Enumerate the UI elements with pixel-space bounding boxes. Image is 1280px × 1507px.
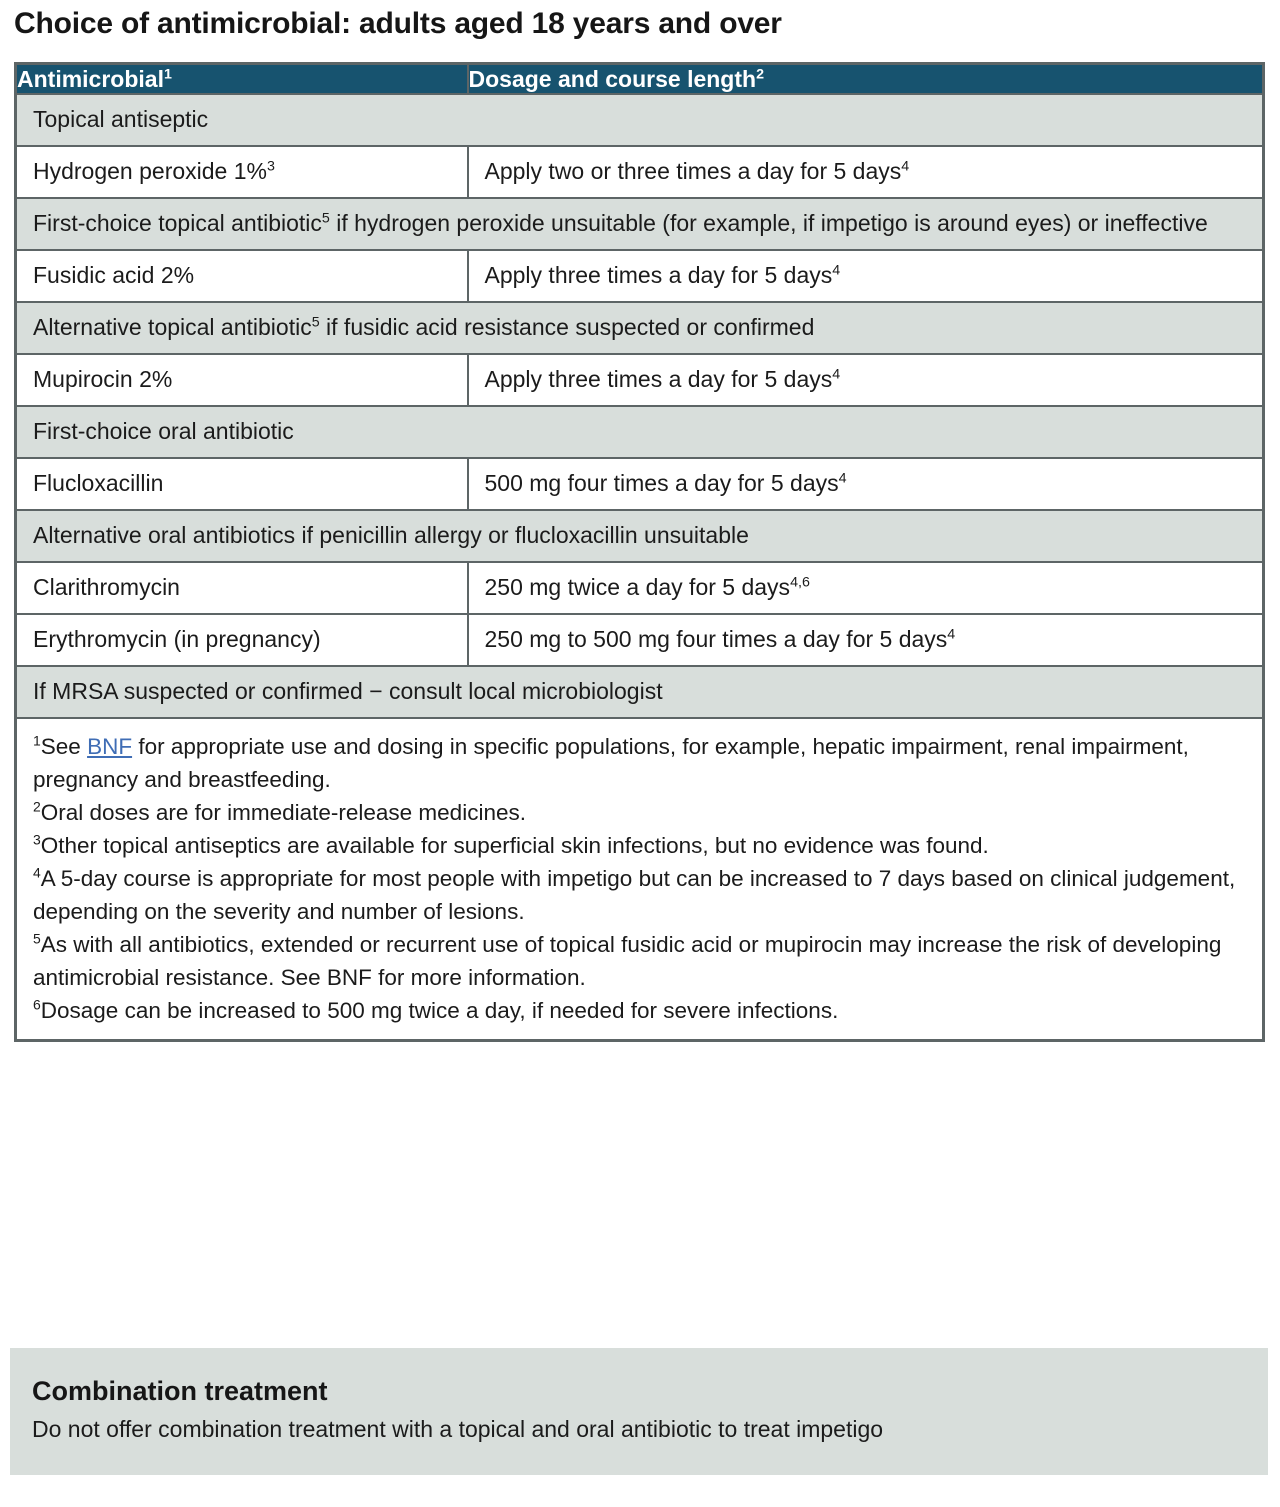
drug-name-erythromycin bbox=[16, 614, 468, 666]
dosage-superscript: 4 bbox=[832, 366, 841, 383]
footnote-5 bbox=[33, 928, 1246, 994]
drug-name-text: Erythromycin (in pregnancy) bbox=[33, 626, 321, 652]
dosage-hydrogen-peroxide bbox=[468, 146, 1264, 198]
dosage-superscript: 4 bbox=[832, 262, 841, 279]
table-body bbox=[16, 94, 1264, 1041]
footnotes-block bbox=[16, 718, 1264, 1041]
footnote-1-marker: 1 bbox=[33, 732, 41, 749]
table-header bbox=[16, 64, 1264, 95]
dosage-text: 250 mg to 500 mg four times a day for 5 days bbox=[484, 626, 948, 652]
drug-name-flucloxacillin bbox=[16, 458, 468, 510]
antimicrobial-choice-table bbox=[14, 62, 1265, 1042]
dosage-text: 500 mg four times a day for 5 days bbox=[484, 470, 839, 496]
dosage-text: Apply three times a day for 5 days bbox=[484, 262, 833, 288]
table-row bbox=[16, 302, 1264, 354]
column-header-antimicrobial-label: Antimicrobial bbox=[17, 66, 164, 92]
section-label-mrsa-note: If MRSA suspected or confirmed − consult local microbiologist bbox=[16, 666, 1264, 718]
dosage-text: Apply two or three times a day for 5 days bbox=[484, 158, 902, 184]
column-header-dosage-superscript: 2 bbox=[756, 66, 764, 83]
section-label-alternative-topical-antibiotic bbox=[16, 302, 1264, 354]
drug-name-text: Fusidic acid 2% bbox=[33, 262, 195, 288]
dosage-fusidic-acid bbox=[468, 250, 1264, 302]
dosage-text: 250 mg twice a day for 5 days bbox=[484, 574, 791, 600]
footnote-4 bbox=[33, 862, 1246, 928]
table-row bbox=[16, 146, 1264, 198]
table-header-row bbox=[16, 64, 1264, 95]
table-row bbox=[16, 198, 1264, 250]
footnote-3-marker: 3 bbox=[33, 831, 41, 848]
drug-name-fusidic-acid bbox=[16, 250, 468, 302]
footnote-2-marker: 2 bbox=[33, 798, 41, 815]
drug-name-text: Hydrogen peroxide 1% bbox=[33, 158, 267, 184]
table-row bbox=[16, 406, 1264, 458]
drug-name-superscript: 3 bbox=[266, 158, 275, 175]
combination-treatment-text: Do not offer combination treatment with a topical and oral antibiotic to treat impetigo bbox=[32, 1416, 884, 1442]
dosage-flucloxacillin bbox=[468, 458, 1264, 510]
footnote-6-text: Dosage can be increased to 500 mg twice a day, if needed for severe infections. bbox=[40, 998, 839, 1023]
dosage-text: Apply three times a day for 5 days bbox=[484, 366, 833, 392]
table-row bbox=[16, 94, 1264, 146]
dosage-mupirocin bbox=[468, 354, 1264, 406]
column-header-dosage-label: Dosage and course length bbox=[468, 66, 757, 92]
table-row bbox=[16, 250, 1264, 302]
combination-treatment-callout bbox=[10, 1348, 1268, 1475]
footnote-3-text: Other topical antiseptics are available for superficial skin infections, but no evidence was found. bbox=[40, 833, 989, 858]
dosage-clarithromycin bbox=[468, 562, 1264, 614]
combination-treatment-title: Combination treatment bbox=[32, 1376, 328, 1406]
footnote-1-text-b: for appropriate use and dosing in specific populations, for example, hepatic impairment, renal impairment, pregnancy and breastfeeding. bbox=[33, 734, 1189, 792]
dosage-superscript: 4 bbox=[947, 626, 956, 643]
footnote-6-marker: 6 bbox=[33, 996, 41, 1013]
footnote-2 bbox=[33, 796, 1246, 829]
section-label-first-choice-topical-antibiotic bbox=[16, 198, 1264, 250]
section-label-first-choice-oral-antibiotic: First-choice oral antibiotic bbox=[16, 406, 1264, 458]
footnote-6 bbox=[33, 994, 1246, 1027]
drug-name-clarithromycin bbox=[16, 562, 468, 614]
column-header-antimicrobial bbox=[16, 64, 468, 95]
footnote-1 bbox=[33, 730, 1246, 796]
dosage-superscript: 4,6 bbox=[790, 574, 810, 591]
bnf-link[interactable]: BNF bbox=[87, 734, 133, 759]
dosage-erythromycin bbox=[468, 614, 1264, 666]
footnote-4-text: A 5-day course is appropriate for most people with impetigo but can be increased to 7 days based on clinical judgement, depending on the severity and number of lesions. bbox=[33, 866, 1236, 924]
column-header-antimicrobial-superscript: 1 bbox=[163, 66, 172, 83]
table-row bbox=[16, 354, 1264, 406]
footnote-4-marker: 4 bbox=[33, 864, 41, 881]
footnote-2-text: Oral doses are for immediate-release medicines. bbox=[40, 800, 526, 825]
dosage-superscript: 4 bbox=[838, 470, 847, 487]
drug-name-text: Flucloxacillin bbox=[33, 470, 164, 496]
section-label-text-after: if hydrogen peroxide unsuitable (for example, if impetigo is around eyes) or ineffective bbox=[329, 210, 1208, 236]
footnote-1-text-a: See bbox=[40, 734, 88, 759]
section-label-alternative-oral-antibiotics: Alternative oral antibiotics if penicillin allergy or flucloxacillin unsuitable bbox=[16, 510, 1264, 562]
section-label-text-before: First-choice topical antibiotic bbox=[33, 210, 322, 236]
table-row bbox=[16, 510, 1264, 562]
section-label-text-after: if fusidic acid resistance suspected or confirmed bbox=[319, 314, 815, 340]
page-title: Choice of antimicrobial: adults aged 18 years and over bbox=[14, 7, 782, 40]
dosage-superscript: 4 bbox=[901, 158, 910, 175]
drug-name-text: Clarithromycin bbox=[33, 574, 180, 600]
drug-name-text: Mupirocin 2% bbox=[33, 366, 173, 392]
table-row bbox=[16, 562, 1264, 614]
footnote-5-marker: 5 bbox=[33, 930, 41, 947]
drug-name-mupirocin bbox=[16, 354, 468, 406]
table-row bbox=[16, 458, 1264, 510]
column-header-dosage bbox=[468, 64, 1264, 95]
table-row bbox=[16, 666, 1264, 718]
drug-name-hydrogen-peroxide bbox=[16, 146, 468, 198]
footnote-5-text: As with all antibiotics, extended or recurrent use of topical fusidic acid or mupirocin may increase the risk of developing antimicrobial resistance. See BNF for more information. bbox=[33, 932, 1222, 990]
section-label-superscript: 5 bbox=[321, 210, 330, 227]
section-label-text-before: Alternative topical antibiotic bbox=[33, 314, 312, 340]
footnote-3 bbox=[33, 829, 1246, 862]
table-footnotes-row bbox=[16, 718, 1264, 1041]
section-label-superscript: 5 bbox=[311, 314, 320, 331]
section-label-topical-antiseptic: Topical antiseptic bbox=[16, 94, 1264, 146]
table-row bbox=[16, 614, 1264, 666]
